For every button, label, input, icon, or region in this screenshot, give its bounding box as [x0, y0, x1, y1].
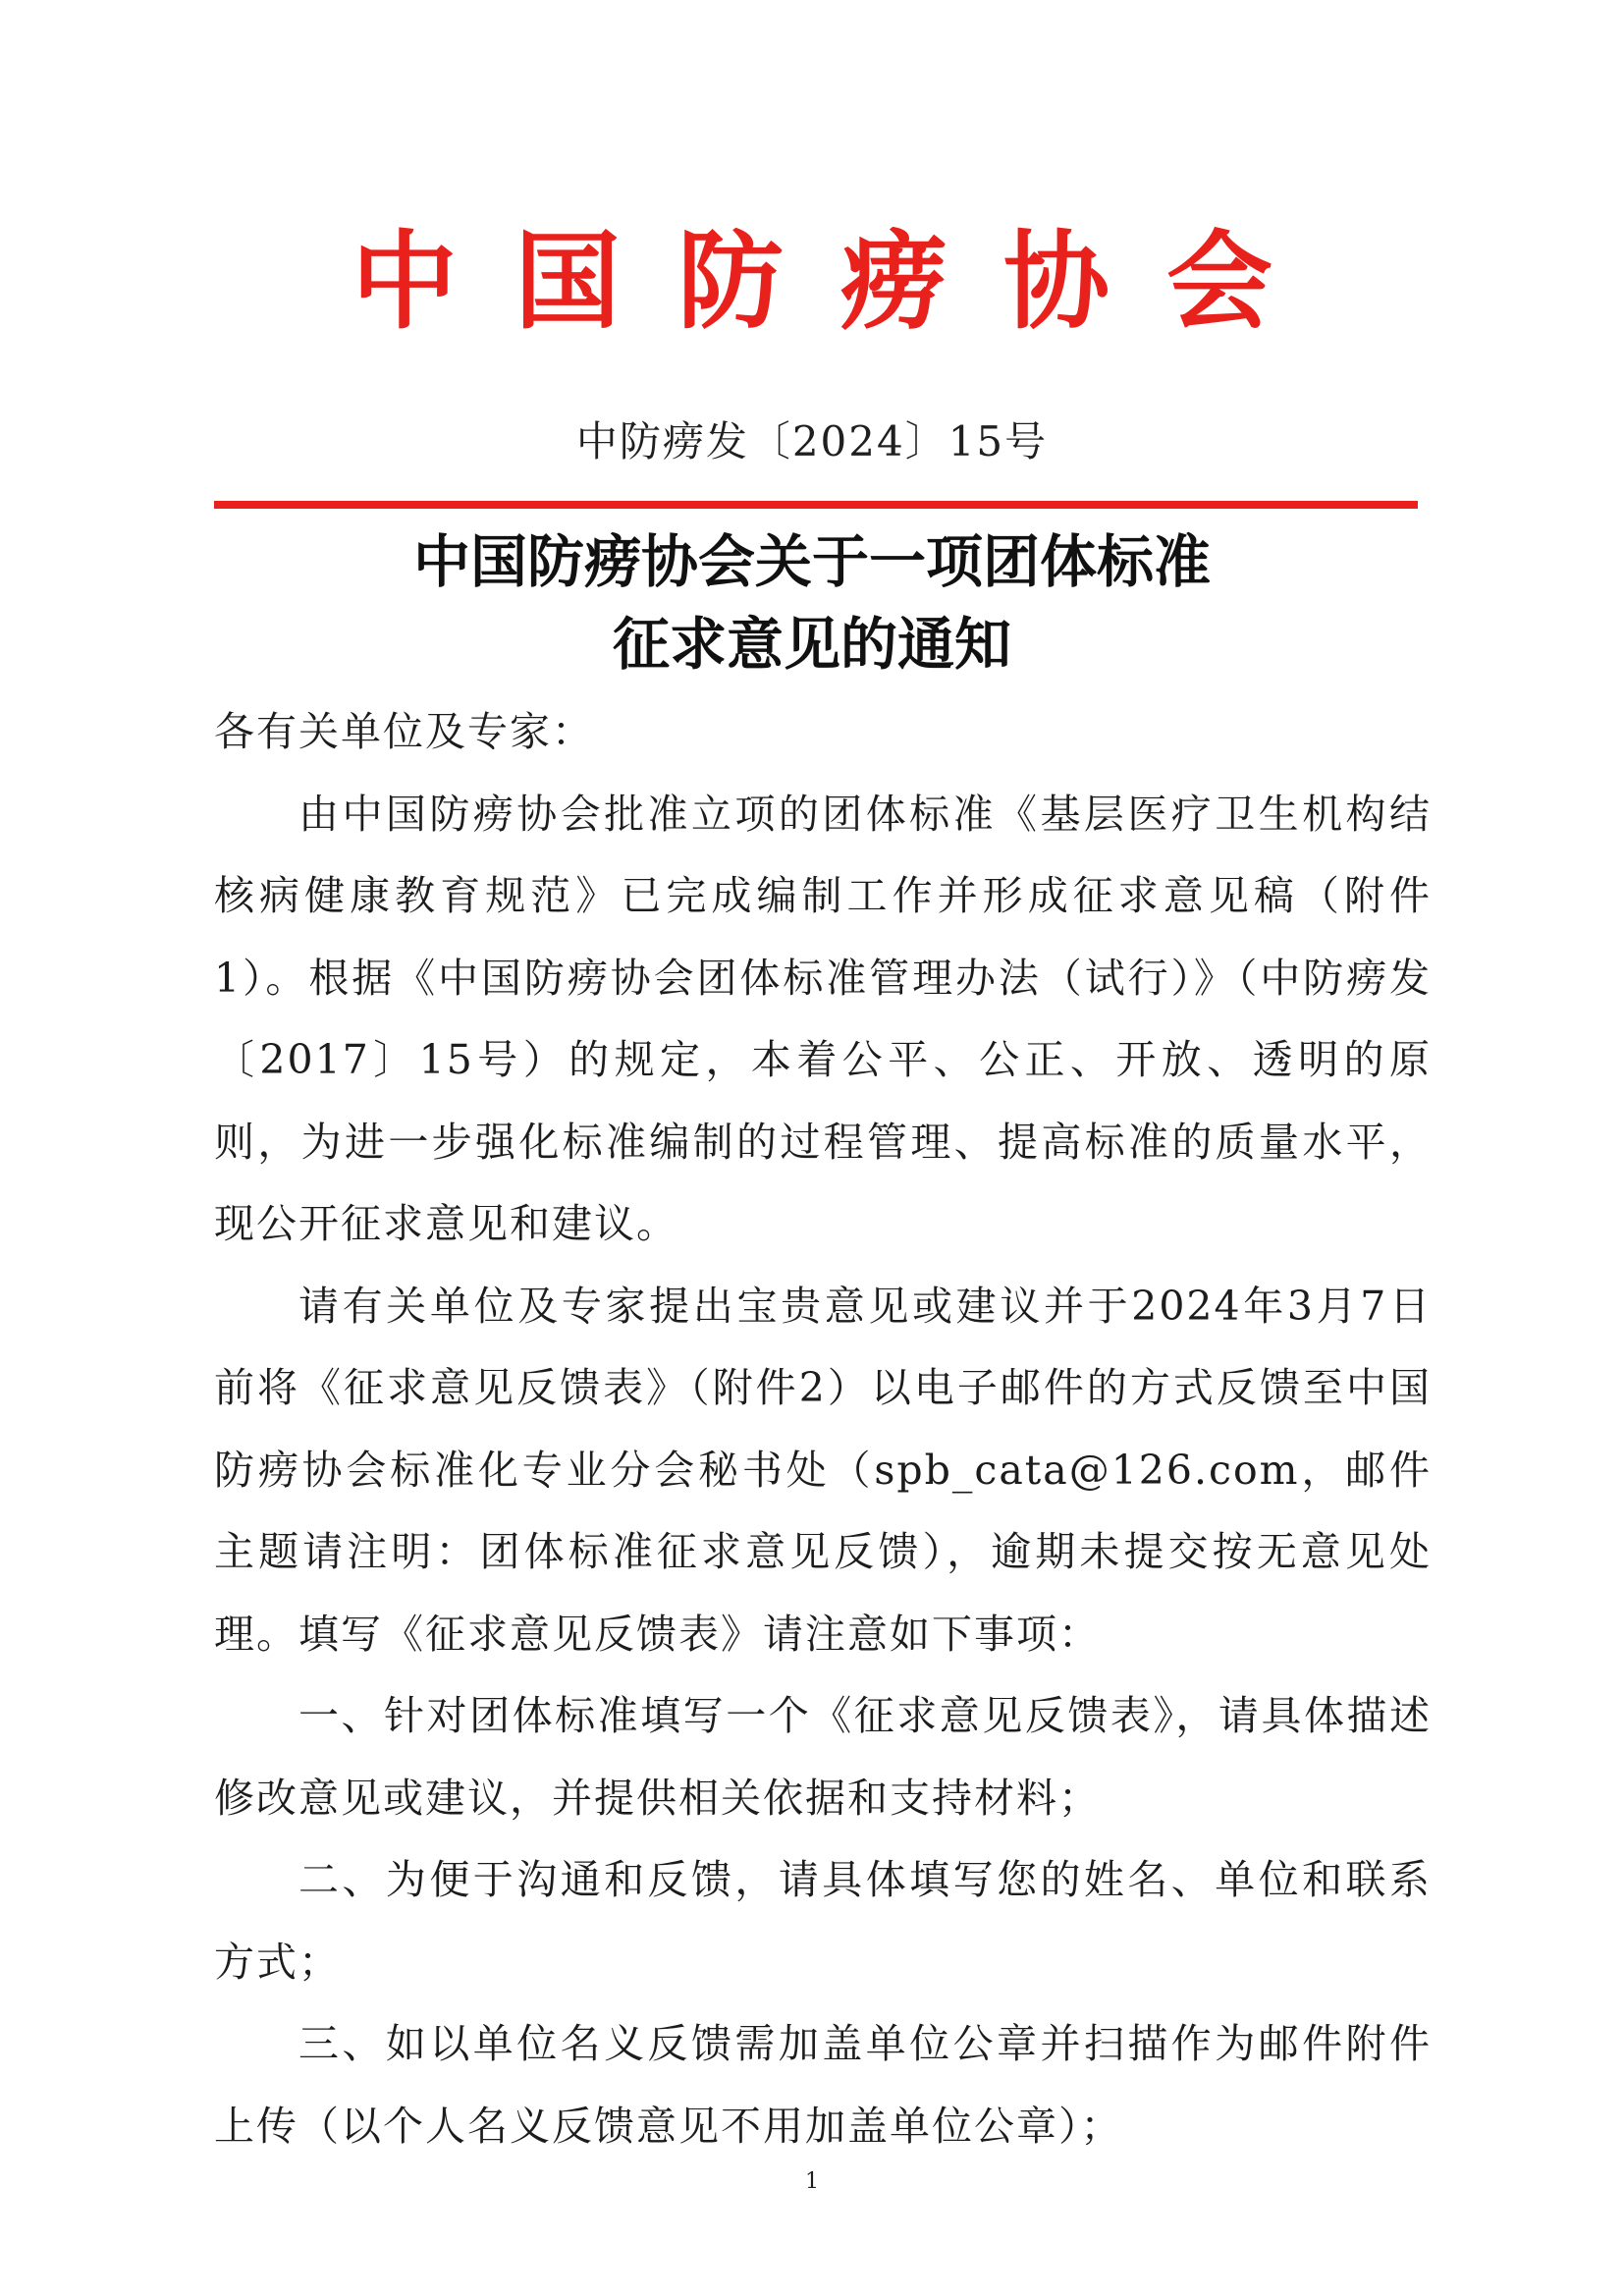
list-item-1: 一、针对团体标准填写一个《征求意见反馈表》，请具体描述修改意见或建议，并提供相关依据和支持材料；	[214, 1692, 1432, 1822]
header-divider	[214, 501, 1418, 509]
notice-title-line-1: 中国防痨协会关于一项团体标准	[412, 528, 1211, 595]
organization-header: 中国防痨协会	[351, 221, 1329, 344]
paragraph-1: 由中国防痨协会批准立项的团体标准《基层医疗卫生机构结核病健康教育规范》已完成编制工作并形成征求意见稿（附件1）。根据《中国防痨协会团体标准管理办法（试行）》（中防痨发〔2017〕15号）的规定，本着公平、公正、开放、透明的原则，为进一步强化标准编制的过程管理、提高标准的质量水平，现公开征求意见和建议。	[214, 790, 1432, 1247]
notice-title-line-2: 征求意见的通知	[612, 611, 1011, 678]
page-number: 1	[805, 2169, 819, 2194]
notice-body	[214, 691, 1432, 2167]
paragraph-2: 请有关单位及专家提出宝贵意见或建议并于2024年3月7日前将《征求意见反馈表》（附件2）以电子邮件的方式反馈至中国防痨协会标准化专业分会秘书处（spb_cata@126.com，邮件主题请注明：团体标准征求意见反馈），逾期未提交按无意见处理。填写《征求意见反馈表》请注意如下事项：	[214, 1282, 1432, 1658]
salutation: 各有关单位及专家：	[214, 708, 594, 755]
document-number: 中防痨发〔2024〕15号	[575, 417, 1049, 465]
list-item-2: 二、为便于沟通和反馈，请具体填写您的姓名、单位和联系方式；	[214, 1856, 1432, 1986]
list-item-3: 三、如以单位名义反馈需加盖单位公章并扫描作为邮件附件上传（以个人名义反馈意见不用加盖单位公章）；	[214, 2020, 1432, 2150]
